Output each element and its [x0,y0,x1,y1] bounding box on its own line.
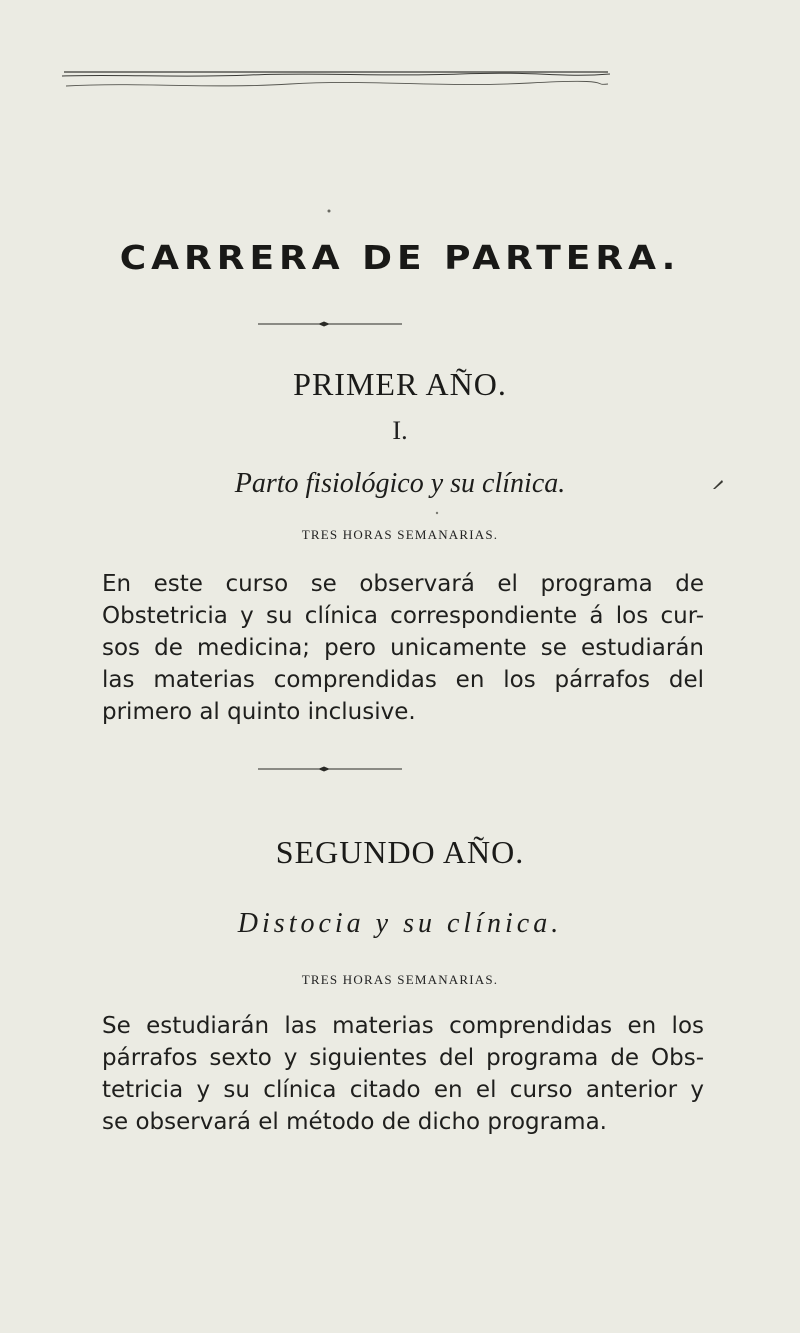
paragraph-line: se observará el método de dicho programa. [102,1109,607,1135]
hours-label-1: TRES HORAS SEMANARIAS. [301,527,499,542]
paragraph-line: sos de medicina; pero unicamente se estudiarán [102,635,704,661]
ink-speck [434,510,440,516]
section-heading-primer-ano: PRIMER AÑO. [293,366,507,402]
paragraph-line: Obstetricia y su clínica correspondiente á los cur- [102,603,704,629]
paragraph-line: párrafos sexto y siguientes del programa de Obs- [102,1045,704,1071]
paragraph-line: tetricia y su clínica citado en el curso anterior y [102,1077,704,1103]
top-decorative-rule [60,62,612,90]
paragraph-line: Se estudiarán las materias comprendidas en los [102,1013,704,1039]
paragraph-segundo-ano [102,1010,704,1138]
paragraph-line: En este curso se observará el programa de [102,571,704,597]
course-subtitle-distocia: Distocia y su clínica. [237,908,563,939]
paragraph-line: las materias comprendidas en los párrafos del [102,667,704,693]
ink-speck [326,208,332,214]
paragraph-primer-ano [102,568,704,728]
section-number: I. [392,416,408,445]
hours-label-2: TRES HORAS SEMANARIAS. [301,972,499,987]
document-title: CARRERA DE PARTERA. [119,239,681,278]
course-subtitle-parto: Parto fisiológico y su clínica. [234,468,566,499]
divider-ornament-1 [258,318,402,330]
paragraph-line: primero al quinto inclusive. [102,699,416,725]
section-heading-segundo-ano: SEGUNDO AÑO. [275,834,525,870]
divider-ornament-2 [258,763,402,775]
ink-speck [712,478,724,490]
